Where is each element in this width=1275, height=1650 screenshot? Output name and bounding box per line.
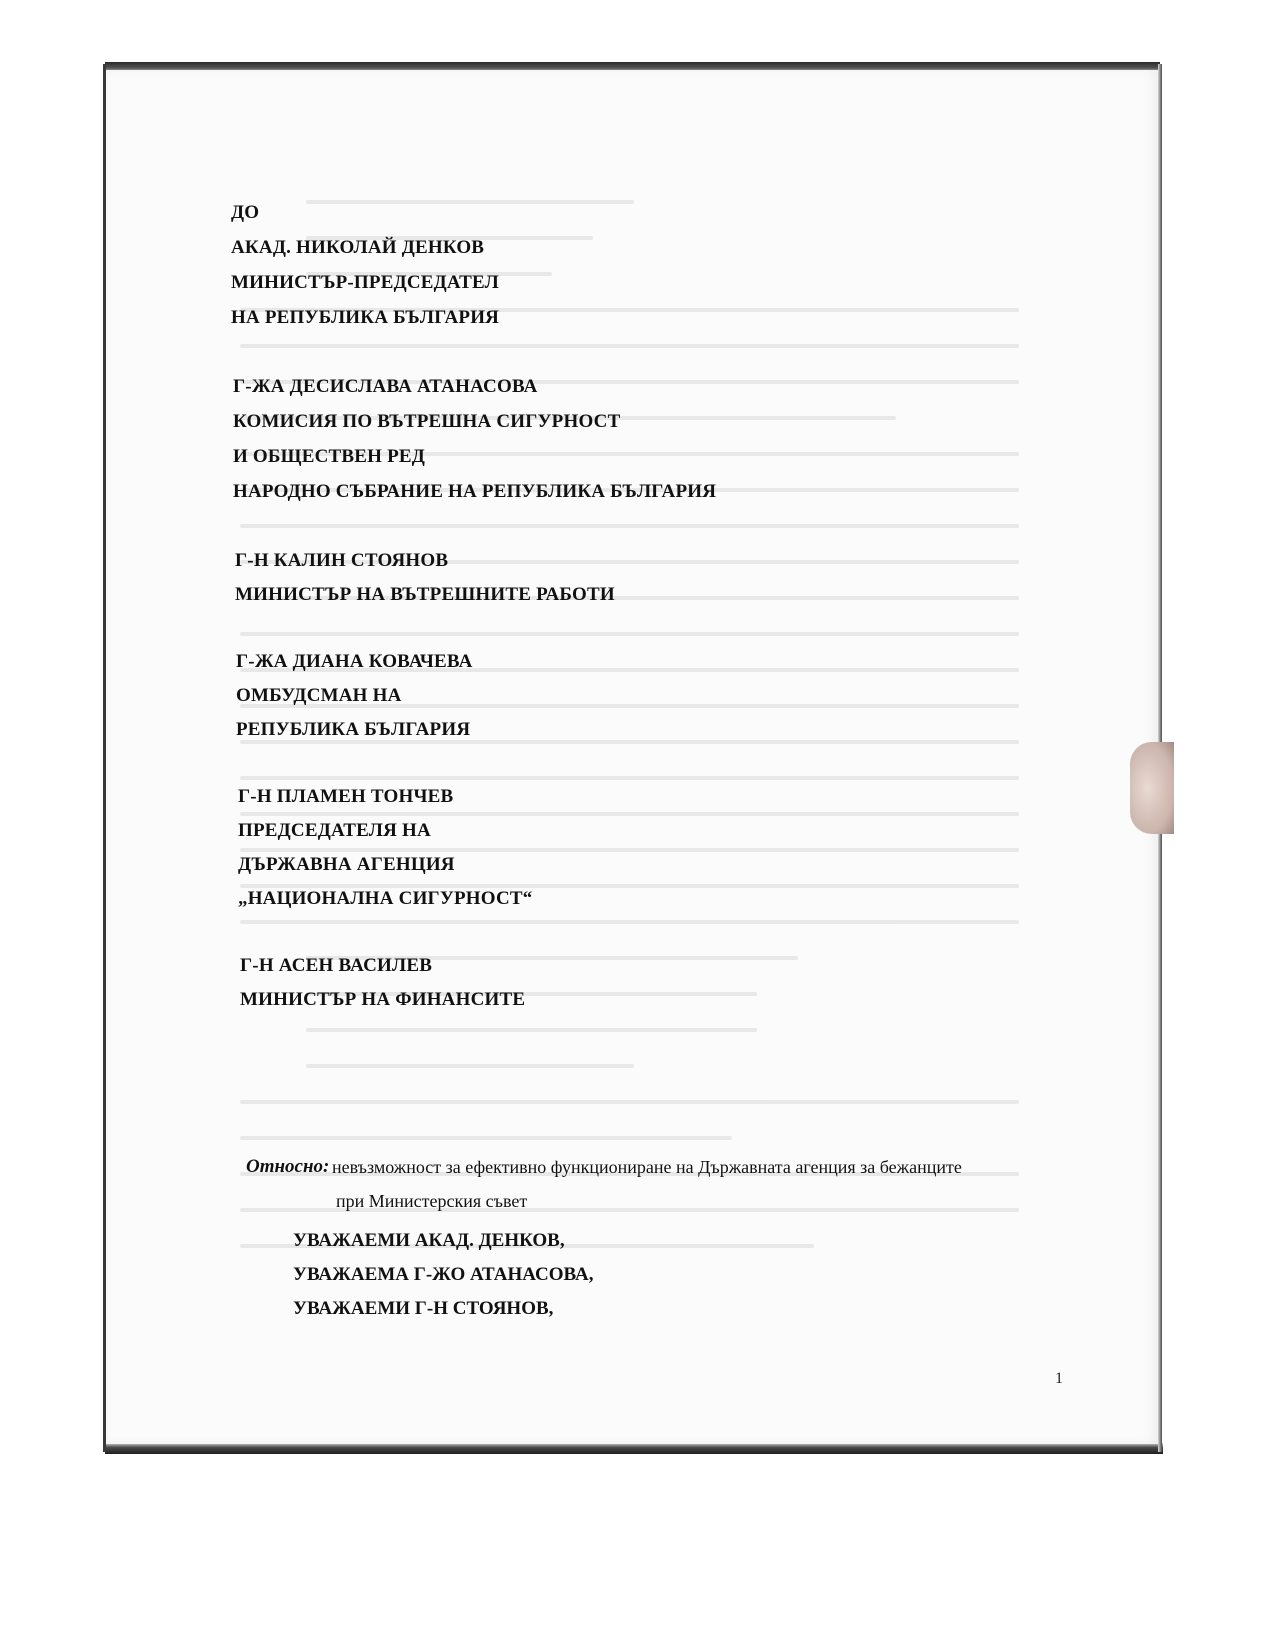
recipient-to: ДО: [231, 202, 260, 223]
recipient-line: Г-ЖА ДЕСИСЛАВА АТАНАСОВА: [233, 376, 538, 397]
recipient-line: И ОБЩЕСТВЕН РЕД: [233, 446, 426, 467]
recipient-line: Г-Н АСЕН ВАСИЛЕВ: [240, 955, 433, 976]
recipient-line: МИНИСТЪР НА ФИНАНСИТЕ: [240, 989, 526, 1010]
recipient-line: МИНИСТЪР НА ВЪТРЕШНИТЕ РАБОТИ: [235, 584, 615, 605]
recipient-line: ПРЕДСЕДАТЕЛЯ НА: [238, 820, 431, 841]
subject-text-line2: при Министерския съвет: [336, 1191, 528, 1211]
recipient-line: КОМИСИЯ ПО ВЪТРЕШНА СИГУРНОСТ: [233, 411, 621, 432]
recipient-line: АКАД. НИКОЛАЙ ДЕНКОВ: [231, 237, 485, 258]
greeting-line: УВАЖАЕМИ АКАД. ДЕНКОВ,: [293, 1230, 565, 1251]
subject-label: Относно:: [246, 1156, 330, 1177]
holding-finger: [1130, 742, 1174, 834]
recipient-line: РЕПУБЛИКА БЪЛГАРИЯ: [236, 719, 471, 740]
greeting-line: УВАЖАЕМА Г-ЖО АТАНАСОВА,: [293, 1264, 594, 1285]
recipient-line: ОМБУДСМАН НА: [236, 685, 402, 706]
recipient-line: ДЪРЖАВНА АГЕНЦИЯ: [238, 854, 455, 875]
recipient-line: МИНИСТЪР-ПРЕДСЕДАТЕЛ: [231, 272, 500, 293]
recipient-line: Г-Н ПЛАМЕН ТОНЧЕВ: [238, 786, 454, 807]
recipient-line: Г-ЖА ДИАНА КОВАЧЕВА: [236, 651, 473, 672]
recipient-line: НА РЕПУБЛИКА БЪЛГАРИЯ: [231, 307, 500, 328]
recipient-line: НАРОДНО СЪБРАНИЕ НА РЕПУБЛИКА БЪЛГАРИЯ: [233, 481, 717, 502]
recipient-line: Г-Н КАЛИН СТОЯНОВ: [235, 550, 449, 571]
background-edge-bottom: [105, 1443, 1163, 1454]
recipient-line: „НАЦИОНАЛНА СИГУРНОСТ“: [238, 888, 533, 909]
subject-text-line1: невъзможност за ефективно функциониране на Държавната агенция за бежанците: [332, 1157, 962, 1177]
greeting-line: УВАЖАЕМИ Г-Н СТОЯНОВ,: [293, 1298, 554, 1319]
page-number: 1: [1055, 1370, 1063, 1387]
